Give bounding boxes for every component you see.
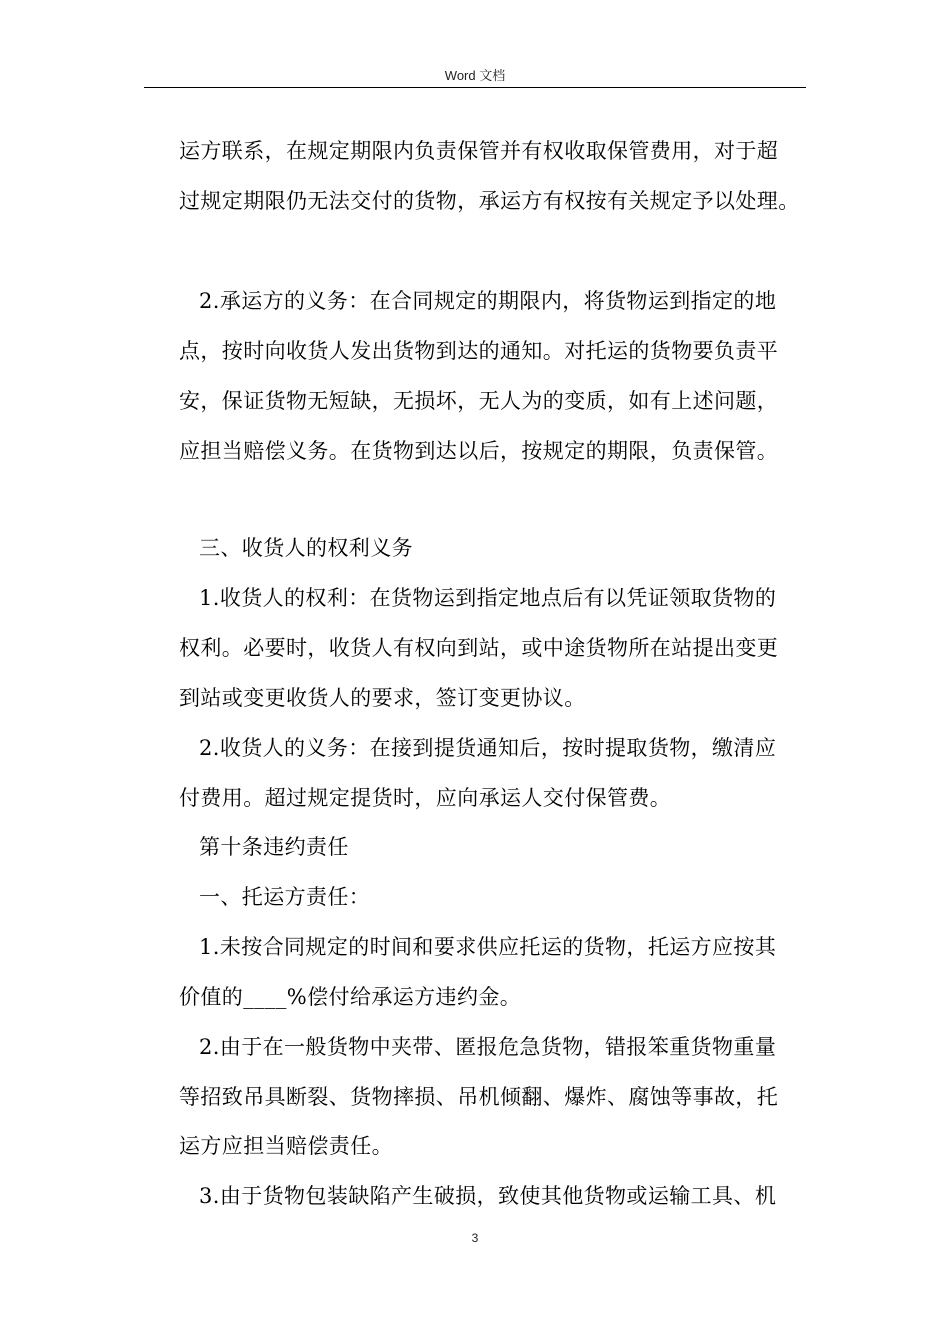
text-line: 到站或变更收货人的要求，签订变更协议。 (179, 686, 586, 710)
text-line: 1.未按合同规定的时间和要求供应托运的货物，托运方应按其 (199, 935, 777, 959)
text-line: 应担当赔偿义务。在货物到达以后，按规定的期限，负责保管。 (179, 439, 779, 463)
text-line: 运方联系，在规定期限内负责保管并有权收取保管费用，对于超 (179, 139, 779, 163)
text-line: 安，保证货物无短缺，无损坏，无人为的变质，如有上述问题， (179, 389, 779, 413)
text-line: 点，按时向收货人发出货物到达的通知。对托运的货物要负责平 (179, 339, 779, 363)
text-line: 等招致吊具断裂、货物摔损、吊机倾翻、爆炸、腐蚀等事故，托 (179, 1085, 779, 1109)
text-line: 运方应担当赔偿责任。 (179, 1134, 393, 1158)
text-line: 权利。必要时，收货人有权向到站，或中途货物所在站提出变更 (179, 636, 779, 660)
text-line: 2.由于在一般货物中夹带、匿报危急货物，错报笨重货物重量 (199, 1035, 777, 1059)
text-line: 付费用。超过规定提货时，应向承运人交付保管费。 (179, 786, 672, 810)
text-line: 2.承运方的义务：在合同规定的期限内，将货物运到指定的地 (199, 289, 777, 313)
text-line: 1.收货人的权利：在货物运到指定地点后有以凭证领取货物的 (199, 586, 777, 610)
section-heading: 一、托运方责任： (199, 885, 371, 909)
text-line: 3.由于货物包装缺陷产生破损，致使其他货物或运输工具、机 (199, 1184, 777, 1208)
header-divider (144, 87, 806, 88)
page-number: 3 (471, 1231, 479, 1245)
section-heading: 三、收货人的权利义务 (199, 536, 413, 560)
text-line: 过规定期限仍无法交付的货物，承运方有权按有关规定予以处理。 (179, 189, 800, 213)
text-line: 价值的____%偿付给承运方违约金。 (179, 985, 522, 1009)
article-heading: 第十条违约责任 (199, 835, 349, 859)
document-header: Word 文档 (444, 68, 506, 83)
text-line: 2.收货人的义务：在接到提货通知后，按时提取货物，缴清应 (199, 736, 777, 760)
